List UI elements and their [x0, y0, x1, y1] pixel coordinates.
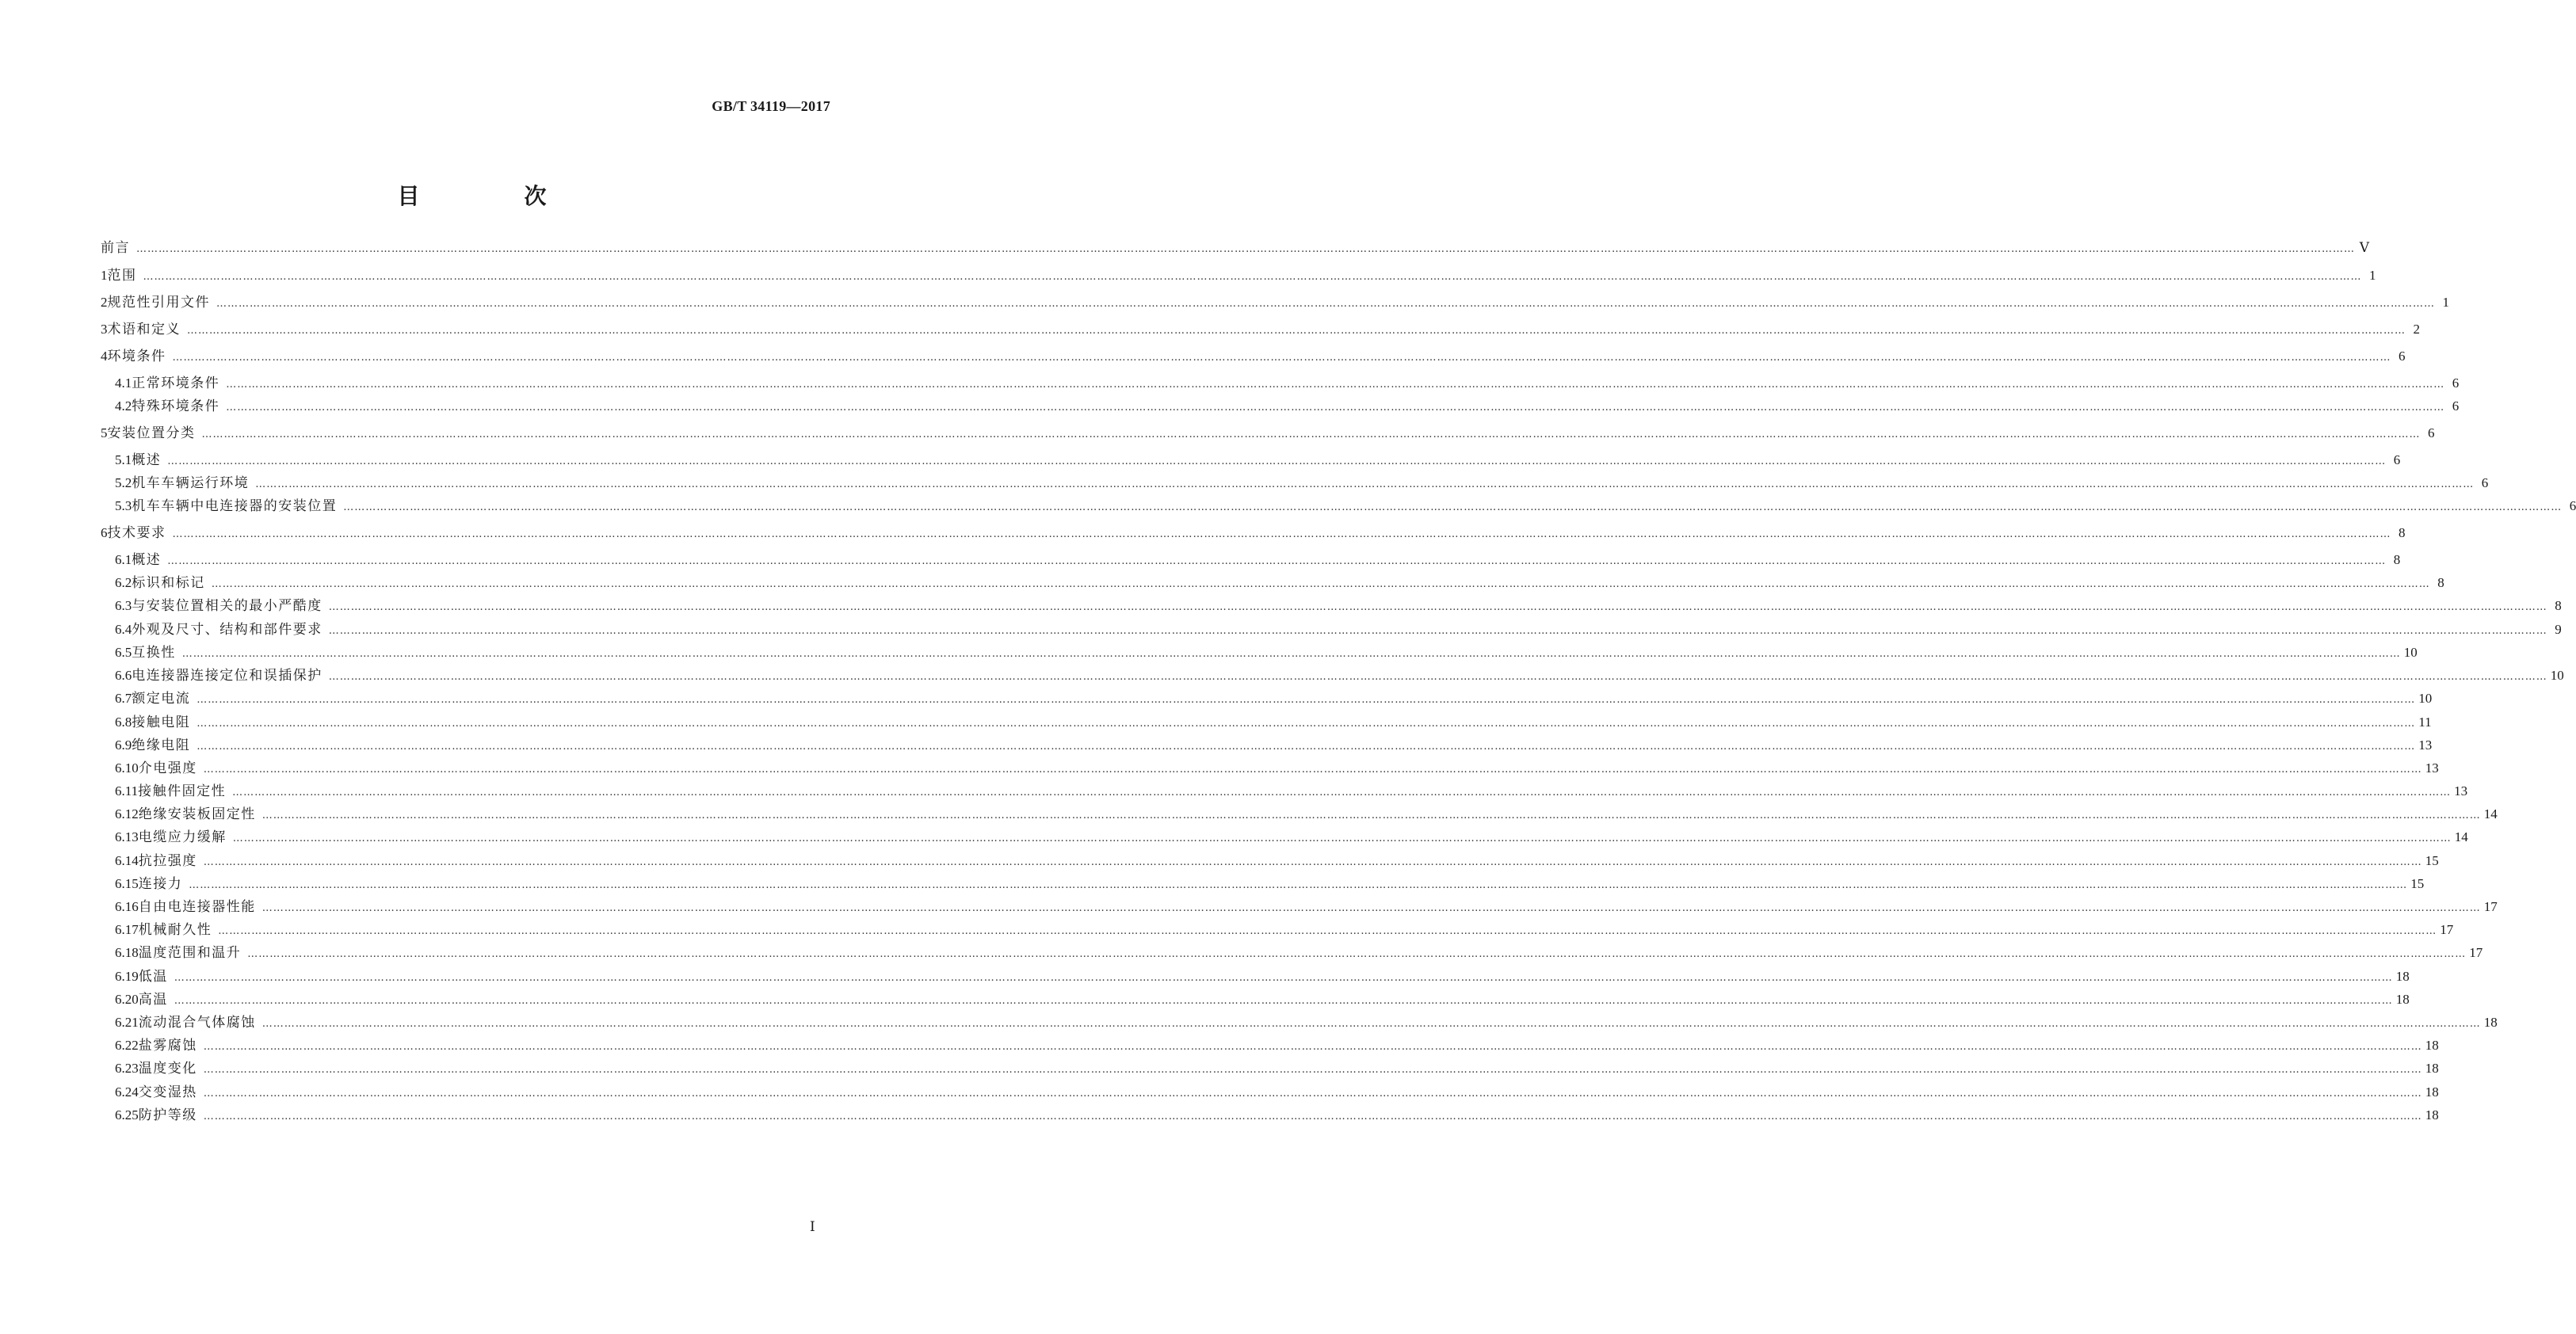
toc-entry-page: 17 — [2483, 899, 2498, 914]
toc-entry-number: 6.2 — [115, 575, 132, 590]
toc-entry-page: 6 — [2452, 398, 2460, 414]
toc-entry-title: 外观及尺寸、结构和部件要求 — [132, 622, 322, 638]
toc-leader-dots: …………………………………………………………………………………………………………………………………………………………………………………………………………………………………………………………………………………………………………………………………………………………………………………………………………………………………………………………………………………………………………………………………………………… — [203, 1088, 2422, 1100]
toc-entry-label: 前言 — [101, 240, 130, 256]
toc-entry-title: 特殊环境条件 — [132, 398, 220, 414]
toc-leader-dots: …………………………………………………………………………………………………………………………………………………………………………………………………………………………………………………………………………………………………………………………………………………………………………………………………………………………………………………………………………………………………………………………………………………… — [172, 528, 2391, 540]
toc-entry-page: 13 — [2454, 783, 2468, 798]
toc-entry-page: 18 — [2483, 1015, 2498, 1030]
page-title: 目 次 — [397, 183, 588, 209]
toc-entry-number: 6.20 — [115, 992, 139, 1007]
toc-entry-page: 14 — [2454, 829, 2468, 844]
toc-entry[interactable] — [115, 550, 2401, 570]
toc-leader-dots: …………………………………………………………………………………………………………………………………………………………………………………………………………………………………………………………………………………………………………………………………………………………………………………………………………………………………………………………………………………………………………………………………………………… — [174, 972, 2393, 984]
toc-entry[interactable] — [115, 1058, 2439, 1079]
standard-code: GB/T 34119—2017 — [712, 98, 830, 114]
toc-entry[interactable] — [115, 943, 2483, 963]
toc-leader-dots: …………………………………………………………………………………………………………………………………………………………………………………………………………………………………………………………………………………………………………………………………………………………………………………………………………………………………………………………………………………………………………………………………………………… — [167, 555, 2387, 567]
toc-entry-number: 6.14 — [115, 853, 139, 868]
toc-entry-title: 接触电阻 — [132, 715, 191, 730]
toc-entry-page: 13 — [2425, 760, 2439, 776]
toc-entry-title: 概述 — [132, 552, 162, 568]
toc-entry[interactable] — [115, 1105, 2439, 1126]
toc-entry-title: 机车车辆运行环境 — [132, 475, 250, 491]
toc-leader-dots: …………………………………………………………………………………………………………………………………………………………………………………………………………………………………………………………………………………………………………………………………………………………………………………………………………………………………………………………………………………………………………………………………………………… — [211, 578, 2430, 590]
toc-entry-title: 与安装位置相关的最小严酷度 — [132, 598, 322, 614]
toc-entry-number: 6.23 — [115, 1061, 139, 1076]
toc-entry[interactable] — [101, 238, 2369, 258]
toc-entry-number: 3 — [101, 322, 108, 337]
toc-entry-title: 机械耐久性 — [138, 922, 212, 938]
toc-entry-page: 11 — [2418, 715, 2432, 730]
toc-leader-dots: …………………………………………………………………………………………………………………………………………………………………………………………………………………………………………………………………………………………………………………………………………………………………………………………………………………………………………………………………………………………………………………………………………………… — [226, 402, 2445, 414]
toc-leader-dots: …………………………………………………………………………………………………………………………………………………………………………………………………………………………………………………………………………………………………………………………………………………………………………………………………………………………………………………………………………………………………………………………………………………… — [187, 325, 2406, 337]
toc-entry-number: 6.13 — [115, 829, 139, 844]
toc-entry-title: 介电强度 — [138, 760, 197, 776]
toc-leader-dots: …………………………………………………………………………………………………………………………………………………………………………………………………………………………………………………………………………………………………………………………………………………………………………………………………………………………………………………………………………………………………………………………………………………… — [203, 764, 2422, 776]
toc-entry-page: 18 — [2425, 1061, 2439, 1076]
toc-entry-page: 8 — [2555, 598, 2562, 613]
toc-entry-title: 绝缘电阻 — [132, 738, 191, 753]
toc-entry-number: 4 — [101, 349, 108, 364]
toc-entry-number: 2 — [101, 295, 108, 310]
toc-entry[interactable] — [101, 523, 2406, 543]
toc-entry-number: 4.1 — [115, 375, 132, 391]
toc-entry-number: 5.1 — [115, 452, 132, 467]
toc-entry-page: Ⅴ — [2359, 240, 2369, 255]
toc-entry[interactable] — [115, 851, 2439, 871]
toc-leader-dots: …………………………………………………………………………………………………………………………………………………………………………………………………………………………………………………………………………………………………………………………………………………………………………………………………………………………………………………………………………………………………………………………………………………… — [261, 810, 2481, 821]
toc-entry-page: 10 — [2418, 691, 2433, 706]
toc-entry-page: 1 — [2369, 268, 2376, 283]
toc-entry-number: 6.18 — [115, 945, 139, 960]
toc-entry-number: 6.3 — [115, 598, 132, 613]
toc-leader-dots: …………………………………………………………………………………………………………………………………………………………………………………………………………………………………………………………………………………………………………………………………………………………………………………………………………………………………………………………………………………………………………………………………………………… — [232, 787, 2452, 798]
toc-entry[interactable] — [115, 450, 2401, 471]
toc-leader-dots: …………………………………………………………………………………………………………………………………………………………………………………………………………………………………………………………………………………………………………………………………………………………………………………………………………………………………………………………………………………………………………………………………………………… — [226, 379, 2445, 391]
toc-leader-dots: …………………………………………………………………………………………………………………………………………………………………………………………………………………………………………………………………………………………………………………………………………………………………………………………………………………………………………………………………………………………………………………………………………………… — [203, 1041, 2422, 1053]
toc-leader-dots: …………………………………………………………………………………………………………………………………………………………………………………………………………………………………………………………………………………………………………………………………………………………………………………………………………………………………………………………………………………………………………………………………………………… — [218, 925, 2437, 937]
toc-entry[interactable] — [101, 423, 2435, 444]
toc-leader-dots: …………………………………………………………………………………………………………………………………………………………………………………………………………………………………………………………………………………………………………………………………………………………………………………………………………………………………………………………………………………………………………………………………………………… — [261, 902, 2481, 914]
toc-entry-title: 环境条件 — [107, 349, 166, 364]
page-number: Ⅰ — [810, 1219, 815, 1234]
toc-entry-title: 标识和标记 — [132, 575, 205, 591]
toc-entry-title: 电连接器连接定位和误插保护 — [132, 668, 322, 684]
toc-entry-page: 15 — [2410, 876, 2425, 891]
toc-entry-number: 6.7 — [115, 691, 132, 706]
toc-leader-dots: …………………………………………………………………………………………………………………………………………………………………………………………………………………………………………………………………………………………………………………………………………………………………………………………………………………………………………………………………………………………………………………………………………………… — [328, 601, 2547, 613]
toc-entry-title: 接触件固定性 — [138, 783, 227, 799]
toc-entry[interactable] — [115, 496, 2576, 516]
toc-leader-dots: …………………………………………………………………………………………………………………………………………………………………………………………………………………………………………………………………………………………………………………………………………………………………………………………………………………………………………………………………………………………………………………………………………………… — [174, 995, 2393, 1007]
toc-entry-number: 6.5 — [115, 645, 132, 660]
toc-entry-page: 18 — [2395, 992, 2410, 1007]
toc-entry[interactable] — [115, 781, 2468, 802]
toc-entry-title: 范围 — [107, 268, 137, 284]
toc-leader-dots: …………………………………………………………………………………………………………………………………………………………………………………………………………………………………………………………………………………………………………………………………………………………………………………………………………………………………………………………………………………………………………………………………………………… — [201, 429, 2421, 440]
toc-leader-dots: …………………………………………………………………………………………………………………………………………………………………………………………………………………………………………………………………………………………………………………………………………………………………………………………………………………………………………………………………………………………………………………………………………………… — [172, 352, 2391, 364]
toc-entry-page: 18 — [2425, 1107, 2439, 1122]
toc-entry-page: 17 — [2469, 945, 2483, 960]
toc-entry-title: 抗拉强度 — [138, 853, 197, 869]
toc-entry-page: 6 — [2481, 475, 2489, 490]
toc-entry[interactable] — [115, 573, 2444, 593]
toc-entry[interactable] — [101, 319, 2420, 340]
toc-leader-dots: …………………………………………………………………………………………………………………………………………………………………………………………………………………………………………………………………………………………………………………………………………………………………………………………………………………………………………………………………………………………………………………………………………………… — [203, 1111, 2422, 1122]
toc-entry-page: 9 — [2555, 622, 2562, 637]
toc-entry-number: 6.22 — [115, 1038, 139, 1053]
toc-entry-title: 防护等级 — [138, 1107, 197, 1123]
toc-entry[interactable] — [115, 758, 2439, 779]
toc-leader-dots: …………………………………………………………………………………………………………………………………………………………………………………………………………………………………………………………………………………………………………………………………………………………………………………………………………………………………………………………………………………………………………………………………………………… — [167, 455, 2387, 467]
toc-leader-dots: …………………………………………………………………………………………………………………………………………………………………………………………………………………………………………………………………………………………………………………………………………………………………………………………………………………………………………………………………………………………………………………………………………………… — [232, 833, 2452, 844]
toc-leader-dots: …………………………………………………………………………………………………………………………………………………………………………………………………………………………………………………………………………………………………………………………………………………………………………………………………………………………………………………………………………………………………………………………………………………… — [197, 718, 2416, 730]
toc-entry-title: 流动混合气体腐蚀 — [138, 1015, 256, 1031]
toc-entry-number: 6.25 — [115, 1107, 139, 1122]
toc-entry-title: 机车车辆中电连接器的安装位置 — [132, 498, 338, 514]
toc-leader-dots: …………………………………………………………………………………………………………………………………………………………………………………………………………………………………………………………………………………………………………………………………………………………………………………………………………………………………………………………………………………………………………………………………………………… — [197, 694, 2416, 706]
toc-entry[interactable] — [101, 265, 2376, 286]
toc-leader-dots: …………………………………………………………………………………………………………………………………………………………………………………………………………………………………………………………………………………………………………………………………………………………………………………………………………………………………………………………………………………………………………………………………………………… — [261, 1018, 2481, 1030]
toc-leader-dots: …………………………………………………………………………………………………………………………………………………………………………………………………………………………………………………………………………………………………………………………………………………………………………………………………………………………………………………………………………………………………………………………………………………… — [189, 879, 2408, 891]
toc-entry-number: 6.19 — [115, 969, 139, 984]
toc-entry-page: 2 — [2413, 322, 2420, 337]
toc-entry[interactable] — [101, 346, 2406, 367]
toc-entry-page: 14 — [2483, 806, 2498, 821]
toc-entry-page: 10 — [2550, 668, 2564, 683]
toc-entry-page: 18 — [2395, 969, 2410, 984]
toc-leader-dots: …………………………………………………………………………………………………………………………………………………………………………………………………………………………………………………………………………………………………………………………………………………………………………………………………………………………………………………………………………………………………………………………………………………… — [203, 856, 2422, 868]
toc-leader-dots: …………………………………………………………………………………………………………………………………………………………………………………………………………………………………………………………………………………………………………………………………………………………………………………………………………………………………………………………………………………………………………………………………………………… — [181, 648, 2401, 660]
toc-entry-number: 5.2 — [115, 475, 132, 490]
toc-entry-page: 17 — [2440, 922, 2454, 937]
toc-entry-number: 6.10 — [115, 760, 139, 776]
toc-entry[interactable] — [101, 292, 2449, 313]
toc-entry-number: 6.21 — [115, 1015, 139, 1030]
toc-entry[interactable] — [115, 874, 2425, 894]
toc-entry-title: 温度变化 — [138, 1061, 197, 1077]
toc-entry-title: 低温 — [138, 969, 168, 985]
toc-entry-number: 5.3 — [115, 498, 132, 513]
toc-entry-title: 正常环境条件 — [132, 375, 220, 391]
toc-entry[interactable] — [115, 642, 2418, 663]
toc-entry-title: 盐雾腐蚀 — [138, 1038, 197, 1054]
toc-entry[interactable] — [115, 712, 2432, 733]
toc-entry-title: 温度范围和温升 — [138, 945, 242, 961]
toc-entry-number: 6.6 — [115, 668, 132, 683]
toc-entry[interactable] — [115, 373, 2460, 394]
toc-entry[interactable] — [115, 897, 2498, 917]
toc-leader-dots: …………………………………………………………………………………………………………………………………………………………………………………………………………………………………………………………………………………………………………………………………………………………………………………………………………………………………………………………………………………………………………………………………………………… — [143, 271, 2362, 283]
toc-entry[interactable] — [115, 688, 2433, 709]
toc-entry-title: 规范性引用文件 — [107, 295, 210, 311]
toc-entry-title: 安装位置分类 — [107, 425, 196, 441]
toc-entry[interactable] — [115, 735, 2433, 756]
toc-entry[interactable] — [115, 596, 2562, 616]
toc-entry-number: 6 — [101, 525, 108, 540]
toc-entry-page: 8 — [2437, 575, 2444, 590]
toc-entry-title: 术语和定义 — [107, 322, 181, 337]
toc-entry[interactable] — [115, 619, 2562, 640]
toc-leader-dots: …………………………………………………………………………………………………………………………………………………………………………………………………………………………………………………………………………………………………………………………………………………………………………………………………………………………………………………………………………………………………………………………………………………… — [247, 948, 2467, 960]
toc-entry[interactable] — [115, 804, 2498, 825]
toc-leader-dots: …………………………………………………………………………………………………………………………………………………………………………………………………………………………………………………………………………………………………………………………………………………………………………………………………………………………………………………………………………………………………………………………………………………… — [203, 1064, 2422, 1076]
toc-entry[interactable] — [115, 827, 2468, 848]
toc-entry-page: 6 — [2393, 452, 2401, 467]
toc-entry[interactable] — [115, 920, 2454, 940]
toc-entry[interactable] — [115, 989, 2410, 1010]
toc-entry-title: 连接力 — [138, 876, 183, 892]
toc-leader-dots: …………………………………………………………………………………………………………………………………………………………………………………………………………………………………………………………………………………………………………………………………………………………………………………………………………………………………………………………………………………………………………………………………………………… — [328, 671, 2547, 683]
toc-entry-page: 15 — [2425, 853, 2439, 868]
toc-entry-number: 6.16 — [115, 899, 139, 914]
toc-entry[interactable] — [115, 473, 2489, 494]
toc-entry-page: 8 — [2399, 525, 2406, 540]
toc-entry-number: 6.24 — [115, 1084, 139, 1100]
toc-leader-dots: …………………………………………………………………………………………………………………………………………………………………………………………………………………………………………………………………………………………………………………………………………………………………………………………………………………………………………………………………………………………………………………………………………………… — [197, 741, 2416, 753]
toc-entry-page: 8 — [2393, 552, 2401, 567]
toc-entry[interactable] — [115, 1012, 2498, 1033]
toc-entry-page: 6 — [2399, 349, 2406, 364]
toc-entry-title: 绝缘安装板固定性 — [138, 806, 256, 822]
toc-entry-title: 自由电连接器性能 — [138, 899, 256, 915]
toc-entry-number: 5 — [101, 425, 108, 440]
toc-entry-title: 额定电流 — [132, 691, 191, 707]
toc-entry[interactable] — [115, 396, 2460, 417]
toc-entry-page: 6 — [2452, 375, 2460, 391]
toc-entry-title: 电缆应力缓解 — [138, 829, 227, 845]
toc-entry[interactable] — [115, 665, 2564, 686]
toc-entry[interactable] — [115, 966, 2410, 987]
toc-entry-number: 6.1 — [115, 552, 132, 567]
toc-entry-number: 6.15 — [115, 876, 139, 891]
toc-leader-dots: …………………………………………………………………………………………………………………………………………………………………………………………………………………………………………………………………………………………………………………………………………………………………………………………………………………………………………………………………………………………………………………………………………………… — [216, 298, 2435, 310]
toc-entry-number: 4.2 — [115, 398, 132, 414]
toc-entry-page: 13 — [2418, 738, 2433, 753]
toc-leader-dots: …………………………………………………………………………………………………………………………………………………………………………………………………………………………………………………………………………………………………………………………………………………………………………………………………………………………………………………………………………………………………………………………………………………… — [136, 243, 2355, 255]
toc-entry-page: 18 — [2425, 1084, 2439, 1100]
toc-entry-number: 6.9 — [115, 738, 132, 753]
toc-entry-title: 交变湿热 — [138, 1084, 197, 1100]
toc-entry-number: 6.8 — [115, 715, 132, 730]
toc-leader-dots: …………………………………………………………………………………………………………………………………………………………………………………………………………………………………………………………………………………………………………………………………………………………………………………………………………………………………………………………………………………………………………………………………………………… — [343, 501, 2563, 513]
toc-entry-page: 1 — [2442, 295, 2449, 310]
toc-entry-page: 6 — [2569, 498, 2576, 513]
toc-leader-dots: …………………………………………………………………………………………………………………………………………………………………………………………………………………………………………………………………………………………………………………………………………………………………………………………………………………………………………………………………………………………………………………………………………………… — [328, 625, 2547, 637]
toc-entry-title: 高温 — [138, 992, 168, 1008]
toc-entry-title: 技术要求 — [107, 525, 166, 541]
toc-entry-number: 6.4 — [115, 622, 132, 637]
toc-entry-page: 18 — [2425, 1038, 2439, 1053]
toc-entry-title: 概述 — [132, 452, 162, 468]
toc-entry-number: 6.17 — [115, 922, 139, 937]
toc-entry-title: 互换性 — [132, 645, 176, 661]
toc-entry-number: 1 — [101, 268, 108, 283]
toc-entry-number: 6.11 — [115, 783, 139, 798]
toc-entry-page: 6 — [2428, 425, 2435, 440]
toc-entry-page: 10 — [2403, 645, 2418, 660]
toc-entry[interactable] — [115, 1035, 2439, 1056]
toc-entry-number: 6.12 — [115, 806, 139, 821]
toc-entry[interactable] — [115, 1082, 2439, 1103]
toc-leader-dots: …………………………………………………………………………………………………………………………………………………………………………………………………………………………………………………………………………………………………………………………………………………………………………………………………………………………………………………………………………………………………………………………………………………… — [255, 478, 2475, 490]
